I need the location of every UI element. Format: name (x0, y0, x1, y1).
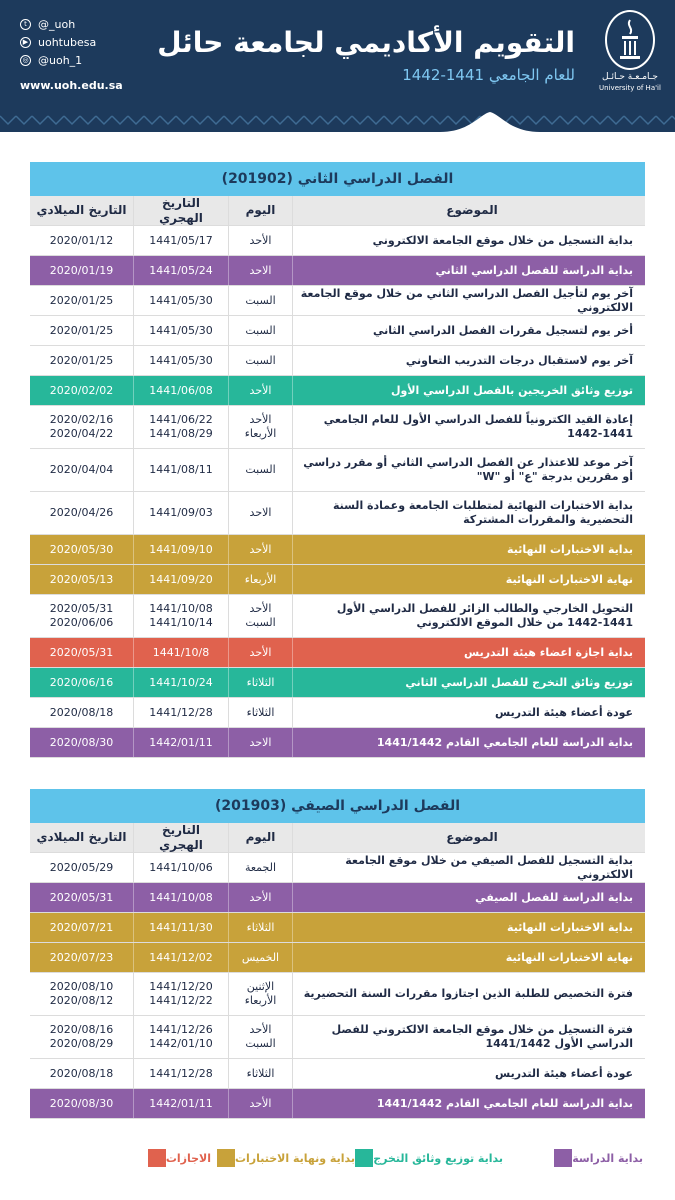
row-hijri-date: 1441/05/24 (133, 256, 228, 285)
row-day: الثلاثاء (228, 913, 293, 942)
legend-item-holidays (142, 1149, 211, 1167)
row-hijri-date: 1441/11/30 (133, 913, 228, 942)
row-gregorian-date: 2020/02/02 (49, 383, 114, 397)
table-row (30, 698, 645, 728)
table-row (30, 316, 645, 346)
row-hijri-date: 1441/12/20 1441/12/22 (133, 973, 228, 1015)
youtube-icon: ▶ (20, 37, 31, 48)
row-hijri-date: 1441/06/22 1441/08/29 (133, 406, 228, 448)
row-gregorian-date: 2020/08/18 (49, 1066, 114, 1080)
column-header-hijri: التاريخ الهجري (133, 823, 228, 852)
row-day: الجمعة (228, 853, 293, 882)
row-day: الأحد (228, 883, 293, 912)
row-hijri-date: 1441/08/11 (133, 449, 228, 491)
social-youtube[interactable] (20, 34, 96, 50)
pattern-zigzag (160, 116, 176, 124)
row-topic: بداية التسجيل للفصل الصيفي من خلال موقع الجامعة الالكتروني (345, 853, 633, 881)
pattern-zigzag (64, 116, 80, 124)
table-row (30, 1059, 645, 1089)
row-gregorian-date: 2020/04/04 (49, 463, 114, 477)
row-topic: آخر يوم لاستقبال درجات التدريب التعاوني (405, 353, 633, 367)
pattern-zigzag (112, 116, 128, 124)
column-header-topic: الموضوع (446, 203, 498, 217)
row-hijri-date: 1441/05/17 (133, 226, 228, 255)
row-gregorian-date: 2020/05/29 (49, 860, 114, 874)
pattern-zigzag (192, 116, 208, 124)
instagram-icon: ◎ (20, 55, 31, 66)
second-semester-table (30, 162, 645, 758)
row-day: الخميس (228, 943, 293, 972)
pattern-zigzag (400, 116, 416, 124)
row-gregorian-date: 2020/08/30 (49, 735, 114, 749)
legend-item-study-start (548, 1149, 643, 1167)
table-row (30, 883, 645, 913)
row-gregorian-date: 2020/07/21 (49, 920, 114, 934)
row-hijri-date: 1441/05/30 (133, 286, 228, 315)
row-topic: التحويل الخارجي والطالب الزائر للفصل الدراسي الأول 1441-1442 من خلال الموقع الالكتروني (336, 602, 633, 629)
row-gregorian-date: 2020/08/16 2020/08/29 (49, 1023, 114, 1050)
table-row (30, 346, 645, 376)
row-topic: بداية الاختبارات النهائية (507, 542, 633, 556)
social-links (20, 16, 96, 70)
row-gregorian-date: 2020/01/25 (49, 353, 114, 367)
row-day: الاحد (228, 256, 293, 285)
table-row (30, 973, 645, 1016)
row-topic: بداية الاختبارات النهائية لمتطلبات الجامعة وعمادة السنة التحضيرية والمقررات المشتركة (332, 499, 633, 526)
table-row (30, 286, 645, 316)
pattern-zigzag (80, 116, 96, 124)
row-topic: توزيع وثائق التخرج للفصل الدراسي الثاني (405, 675, 633, 689)
table-header-row (30, 196, 645, 226)
row-gregorian-date: 2020/02/16 2020/04/22 (49, 413, 114, 440)
table-row (30, 668, 645, 698)
row-topic: توزيع وثائق الخريجين بالفصل الدراسي الأول (390, 383, 633, 397)
table-row (30, 449, 645, 492)
pattern-zigzag (624, 116, 640, 124)
pattern-zigzag (416, 116, 432, 124)
pattern-zigzag (288, 116, 304, 124)
row-gregorian-date: 2020/08/30 (49, 1096, 114, 1110)
row-gregorian-date: 2020/04/26 (49, 506, 114, 520)
column-header-topic: الموضوع (446, 830, 498, 844)
row-day: الأحد (228, 226, 293, 255)
header-banner (0, 0, 675, 112)
pattern-zigzag (144, 116, 160, 124)
pattern-zigzag (128, 116, 144, 124)
pattern-zigzag (608, 116, 624, 124)
social-instagram[interactable] (20, 52, 96, 68)
pattern-zigzag (48, 116, 64, 124)
logo-emblem-icon (605, 10, 655, 70)
legend-item-graduation-docs (349, 1149, 503, 1167)
table-row (30, 226, 645, 256)
row-topic: بداية الدراسة للفصل الدراسي الثاني (435, 263, 633, 277)
color-legend (0, 1149, 675, 1169)
table-row (30, 492, 645, 535)
row-topic: أخر يوم لتسجيل مقررات الفصل الدراسي الثاني (373, 323, 633, 337)
row-gregorian-date: 2020/08/18 (49, 705, 114, 719)
pattern-zigzag (224, 116, 240, 124)
row-gregorian-date: 2020/01/12 (49, 233, 114, 247)
pattern-zigzag (368, 116, 384, 124)
twitter-handle: @_uoh (38, 17, 76, 31)
page-subtitle: للعام الجامعي 1441-1442 (402, 66, 575, 84)
row-gregorian-date: 2020/01/19 (49, 263, 114, 277)
row-topic: بداية الاختبارات النهائية (507, 920, 633, 934)
row-gregorian-date: 2020/07/23 (49, 950, 114, 964)
pattern-zigzag (256, 116, 272, 124)
pattern-zigzag (656, 116, 672, 124)
social-twitter[interactable] (20, 16, 96, 32)
column-header-day: اليوم (228, 196, 293, 225)
row-hijri-date: 1441/05/30 (133, 346, 228, 375)
table-row (30, 853, 645, 883)
row-day: الإثنين الأربعاء (228, 973, 293, 1015)
row-day: السبت (228, 286, 293, 315)
row-hijri-date: 1441/05/30 (133, 316, 228, 345)
website-link[interactable]: www.uoh.edu.sa (20, 79, 123, 92)
header-pattern (0, 108, 675, 138)
row-gregorian-date: 2020/01/25 (49, 323, 114, 337)
row-day: الأحد السبت (228, 1016, 293, 1058)
row-topic: بداية الدراسة للعام الجامعي القادم 1441/1442 (376, 1096, 633, 1110)
column-header-gregorian: التاريخ الميلادي (36, 203, 127, 217)
legend-label: بداية توزيع وثائق التخرج (373, 1151, 503, 1165)
university-logo (599, 10, 661, 94)
row-hijri-date: 1442/01/11 (133, 1089, 228, 1118)
table-row (30, 1089, 645, 1119)
row-topic: نهاية الاختبارات النهائية (505, 572, 633, 586)
pattern-zigzag (448, 116, 464, 124)
pattern-zigzag (336, 116, 352, 124)
row-hijri-date: 1441/09/10 (133, 535, 228, 564)
pattern-zigzag (208, 116, 224, 124)
row-topic: فترة التخصيص للطلبة الذين اجتازوا مقررات السنة التحضيرية (303, 987, 633, 1001)
row-topic: آخر موعد للاعتذار عن الفصل الدراسي الثاني أو مقرر دراسي أو مقررين بدرجة "ع" أو "W" (303, 456, 633, 483)
youtube-handle: uohtubesa (38, 35, 97, 49)
logo-english-text: University of Ha'il (599, 84, 661, 92)
pattern-zigzag (176, 116, 192, 124)
table-row (30, 256, 645, 286)
pattern-zigzag (320, 116, 336, 124)
legend-swatch-purple (554, 1149, 572, 1167)
legend-swatch-red (148, 1149, 166, 1167)
pattern-white-edge (0, 112, 675, 138)
row-day: الأحد (228, 638, 293, 667)
row-gregorian-date: 2020/05/13 (49, 572, 114, 586)
row-topic: عودة أعضاء هيئة التدريس (495, 1066, 633, 1080)
table-row (30, 595, 645, 638)
row-topic: بداية الدراسة للفصل الصيفي (475, 890, 633, 904)
row-topic: إعادة القيد الكترونياً للفصل الدراسي الأول للعام الجامعي 1441-1442 (323, 413, 633, 440)
row-hijri-date: 1442/01/11 (133, 728, 228, 757)
row-gregorian-date: 2020/05/30 (49, 542, 114, 556)
pattern-zigzag (96, 116, 112, 124)
row-day: السبت (228, 346, 293, 375)
row-day: الأحد السبت (228, 595, 293, 637)
pattern-zigzag (272, 116, 288, 124)
pattern-zigzag (528, 116, 544, 124)
pattern-zigzag (544, 116, 560, 124)
pattern-zigzag (576, 116, 592, 124)
row-hijri-date: 1441/09/03 (133, 492, 228, 534)
row-topic: فترة التسجيل من خلال موقع الجامعة الالكتروني للفصل الدراسي الأول 1441/1442 (331, 1023, 633, 1050)
row-hijri-date: 1441/10/08 (133, 883, 228, 912)
row-hijri-date: 1441/12/28 (133, 698, 228, 727)
legend-label: بداية ونهاية الاختبارات (234, 1151, 355, 1165)
row-topic: بداية التسجيل من خلال موقع الجامعة الالكتروني (372, 233, 633, 247)
logo-arabic-text: جـامـعـة حـائـل (602, 72, 658, 82)
row-topic: عودة أعضاء هيئة التدريس (495, 705, 633, 719)
table-row (30, 638, 645, 668)
table-row (30, 406, 645, 449)
pattern-zigzag (512, 116, 528, 124)
row-hijri-date: 1441/12/26 1442/01/10 (133, 1016, 228, 1058)
pattern-zigzag (352, 116, 368, 124)
pattern-zigzag (304, 116, 320, 124)
twitter-icon: t (20, 19, 31, 30)
row-topic: آخر يوم لتأجيل الفصل الدراسي الثاني من خلال موقع الجامعة الالكتروني (300, 286, 633, 314)
row-hijri-date: 1441/10/08 1441/10/14 (133, 595, 228, 637)
pattern-zigzag (0, 116, 16, 124)
pattern-zigzag (432, 116, 448, 124)
legend-swatch-gold (217, 1149, 235, 1167)
section-title: الفصل الدراسي الصيفي (201903) (30, 789, 645, 823)
row-gregorian-date: 2020/05/31 2020/06/06 (49, 602, 114, 629)
pattern-zigzag (384, 116, 400, 124)
row-topic: بداية اجازة اعضاء هيئة التدريس (464, 645, 633, 659)
row-day: الثلاثاء (228, 668, 293, 697)
pattern-zigzag (240, 116, 256, 124)
column-header-day: اليوم (228, 823, 293, 852)
row-day: السبت (228, 449, 293, 491)
table-header-row (30, 823, 645, 853)
row-day: الأحد (228, 535, 293, 564)
row-hijri-date: 1441/10/24 (133, 668, 228, 697)
page-title: التقويم الأكاديمي لجامعة حائل (157, 26, 575, 59)
pattern-zigzag (32, 116, 48, 124)
table-row (30, 535, 645, 565)
pattern-zigzag (560, 116, 576, 124)
row-day: الأحد الأربعاء (228, 406, 293, 448)
row-gregorian-date: 2020/01/25 (49, 293, 114, 307)
summer-semester-table (30, 789, 645, 1119)
table-row (30, 728, 645, 758)
row-day: الاحد (228, 492, 293, 534)
row-topic: نهاية الاختبارات النهائية (505, 950, 633, 964)
table-row (30, 943, 645, 973)
row-gregorian-date: 2020/06/16 (49, 675, 114, 689)
table-row (30, 376, 645, 406)
column-header-hijri: التاريخ الهجري (133, 196, 228, 225)
row-day: الثلاثاء (228, 698, 293, 727)
row-day: الاحد (228, 728, 293, 757)
column-header-gregorian: التاريخ الميلادي (36, 830, 127, 844)
row-day: الأربعاء (228, 565, 293, 594)
row-hijri-date: 1441/10/06 (133, 853, 228, 882)
pattern-zigzag (16, 116, 32, 124)
row-hijri-date: 1441/09/20 (133, 565, 228, 594)
pattern-zigzag (592, 116, 608, 124)
instagram-handle: @uoh_1 (38, 53, 83, 67)
section-title: الفصل الدراسي الثاني (201902) (30, 162, 645, 196)
row-hijri-date: 1441/10/8 (133, 638, 228, 667)
legend-label: بداية الدراسة (572, 1151, 643, 1165)
table-row (30, 1016, 645, 1059)
legend-swatch-green (355, 1149, 373, 1167)
row-gregorian-date: 2020/05/31 (49, 890, 114, 904)
legend-item-exams (211, 1149, 355, 1167)
row-hijri-date: 1441/12/02 (133, 943, 228, 972)
row-day: السبت (228, 316, 293, 345)
row-gregorian-date: 2020/08/10 2020/08/12 (49, 980, 114, 1007)
pattern-zigzag (640, 116, 656, 124)
row-day: الأحد (228, 1089, 293, 1118)
legend-label: الاجازات (165, 1151, 211, 1165)
row-topic: بداية الدراسة للعام الجامعي القادم 1441/1442 (376, 735, 633, 749)
table-row (30, 565, 645, 595)
row-hijri-date: 1441/12/28 (133, 1059, 228, 1088)
row-gregorian-date: 2020/05/31 (49, 645, 114, 659)
row-day: الأحد (228, 376, 293, 405)
table-row (30, 913, 645, 943)
row-hijri-date: 1441/06/08 (133, 376, 228, 405)
row-day: الثلاثاء (228, 1059, 293, 1088)
